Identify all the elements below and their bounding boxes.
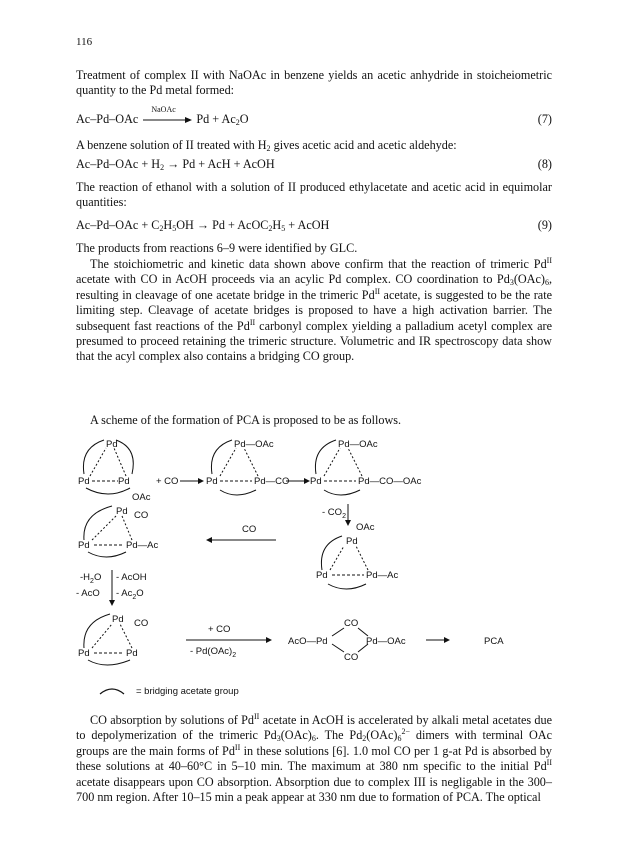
eq9-number: (9) [537,218,552,232]
p7-sup2: 2− [401,727,410,737]
t2-pd-co: Pd—CO [254,476,290,487]
p5-sup1: II [546,256,552,265]
paragraph-anhydride: Treatment of complex II with NaOAc in benzene yields an acetic anhydride in stoicheiometric quantity to the Pd metal formed: [76,68,552,98]
add-co: + CO [208,624,231,635]
eq9-d: H [272,218,282,232]
t3-pd-oac: Pd—OAc [338,439,378,450]
p7-t6: dimers with terminal OAc groups are the main forms of Pd [76,728,552,758]
plus-co: + CO [156,476,179,487]
p7-sup3: II [234,742,241,752]
loss-h2o: $-H_2O$ [80,572,102,585]
t5-oac: OAc [132,492,151,503]
t1-pd-top: Pd [106,439,118,450]
eq9-c: OH → Pd + AcOC [176,218,269,232]
arrow-1 [180,478,204,484]
p7-sub4: 6 [397,734,402,744]
p7-t7: in these solutions [6]. 1.0 mol CO per 1 g-at Pd is absorbed by these solutions at 40–60°C in 5–10 min. The maximum at 380 nm specific to the initial Pd [76,743,552,774]
p7-t5: (OAc) [366,728,398,743]
p7-t1: CO absorption by solutions of Pd [90,713,255,727]
p5-t4: , resulting in cleavage of one acetate bridge in the trimeric Pd [76,272,552,302]
p2-b: gives acetic acid and acetic aldehyde: [270,138,457,152]
dimer-aco-pd: AcO—Pd [288,636,328,647]
eq9-s2: 5 [172,224,177,233]
t2-pd-oac: Pd—OAc [234,439,274,450]
t1-pd-left: Pd [78,476,90,487]
loss-ac2o: - $Ac_2O$ [116,588,144,601]
eq7-rhs-end: O [239,112,249,126]
product-pca: PCA [484,636,504,647]
t4-pd-left: Pd [316,570,328,581]
eq9-a: Ac–Pd–OAc + C [76,218,160,232]
legend-label: = bridging acetate group [136,686,239,697]
p7-sub1: 3 [276,734,281,744]
t5-pd-top: Pd [116,506,128,517]
t1-pd-right: Pd [118,476,130,487]
p5-t2: acetate with CO in AcOH proceeds via an acylic Pd complex. CO coordination to Pd [76,272,510,287]
eq9-b: H [163,218,173,232]
bridging-acetate-icon [100,689,124,694]
co-label: CO [242,524,257,535]
p5-t6: carbonyl complex yielding a palladium acetyl complex are presumed to proceed retaining the trimeric structure. Volumetric and IR spectroscopy data show that the acyl complex also contains a bridging CO group. [76,318,552,364]
p7-t4: . The Pd [315,728,363,743]
t2-pd-left: Pd [206,476,218,487]
trimer-6 [78,614,148,665]
trimer-1 [78,439,133,494]
t5-pd-ac: Pd—Ac [126,540,159,551]
eq7-rhs: Pd + Ac [196,112,236,126]
paragraph-glc: The products from reactions 6–9 were identified by GLC. [76,241,358,255]
p2-a: A benzene solution of II treated with H [76,138,267,152]
p7-sub2: 6 [311,734,316,744]
eq8-a: Ac–Pd–OAc + H [76,157,161,171]
p5-sub1: 3 [509,278,514,288]
p7-sup4: II [546,758,552,768]
arrow-2 [286,478,310,484]
p5-t5: acetate, is suggested to be the rate limiting step. Cleavage of acetate bridges is proposed to have a high activation barrier. The subsequent fast reactions of the Pd [76,287,552,333]
trimer-5 [78,492,158,557]
t5-pd-left: Pd [78,540,90,551]
t3-pd-left: Pd [310,476,322,487]
t3-pd-co-oac: Pd—CO—OAc [358,476,422,487]
page-number: 116 [76,36,93,48]
paragraph-absorption [76,713,552,805]
p5-sup3: II [249,317,256,327]
loss-acoh: - AcOH [116,572,147,583]
trimer-4 [316,522,398,589]
eq9-s3: 2 [268,224,273,233]
p7-t3: (OAc) [280,728,312,743]
arrow-left [206,537,276,543]
t6-pd-left: Pd [78,648,90,659]
t6-pd-top: Pd [112,614,124,625]
eq7-lhs: Ac–Pd–OAc [76,112,139,126]
arrow-down-2 [109,570,115,606]
p5-sub2: 6 [544,278,549,288]
trimer-2 [206,439,289,495]
eq8-sub: 2 [160,163,165,172]
eq9-s4: 5 [281,224,286,233]
dimer-pd-oac: Pd—OAc [366,636,406,647]
minus-co2: - $CO_2$ [322,507,346,520]
paragraph-ethanol: The reaction of ethanol with a solution of II produced ethylacetate and acetic acid in equimolar quantities: [76,180,552,210]
t4-pd-ac: Pd—Ac [366,570,399,581]
t6-pd-right: Pd [126,648,138,659]
eq7-number: (7) [537,112,552,126]
t4-oac: OAc [356,522,375,533]
p5-sup2: II [374,286,381,296]
loss-aco: - AcO [76,588,100,599]
p7-t8: acetate disappears upon CO absorption. Absorption due to complex III is negligable in the 300–700 nm region. After 10–15 min a peak appear at 330 nm due to formation of PCA. The optical [76,774,552,805]
p5-t1: The stoichiometric and kinetic data shown above confirm that the reaction of trimeric Pd [90,257,547,271]
p7-sup1: II [254,712,260,721]
dimer [288,618,406,663]
t6-co: CO [134,618,149,629]
arrow-3 [186,637,272,643]
p7-t2: acetate in AcOH is accelerated by alkali metal acetates due to depolymerization of the trimeric Pd [76,713,552,743]
p5-t3: (OAc) [513,272,545,287]
eq9-s1: 2 [159,224,164,233]
p7-sub3: 2 [362,734,367,744]
eq8-number: (8) [537,157,552,171]
eq7-rhs-sub: 2 [235,118,240,127]
eq7-reagent: NaOAc [151,105,176,115]
arrow-4 [426,637,450,643]
eq9-e: + AcOH [285,218,330,232]
paragraph-scheme-intro: A scheme of the formation of PCA is proposed to be as follows. [90,413,402,427]
dimer-co-top: CO [344,618,359,629]
dimer-co-bottom: CO [344,652,359,663]
trimer-3 [310,439,422,495]
eq8-b: → Pd + AcH + AcOH [164,157,275,171]
t4-pd-top: Pd [346,536,358,547]
p2-sub: 2 [266,144,271,153]
t5-co: CO [134,510,149,521]
minus-pd-oac2: - $Pd(OAc)_2$ [190,646,237,659]
